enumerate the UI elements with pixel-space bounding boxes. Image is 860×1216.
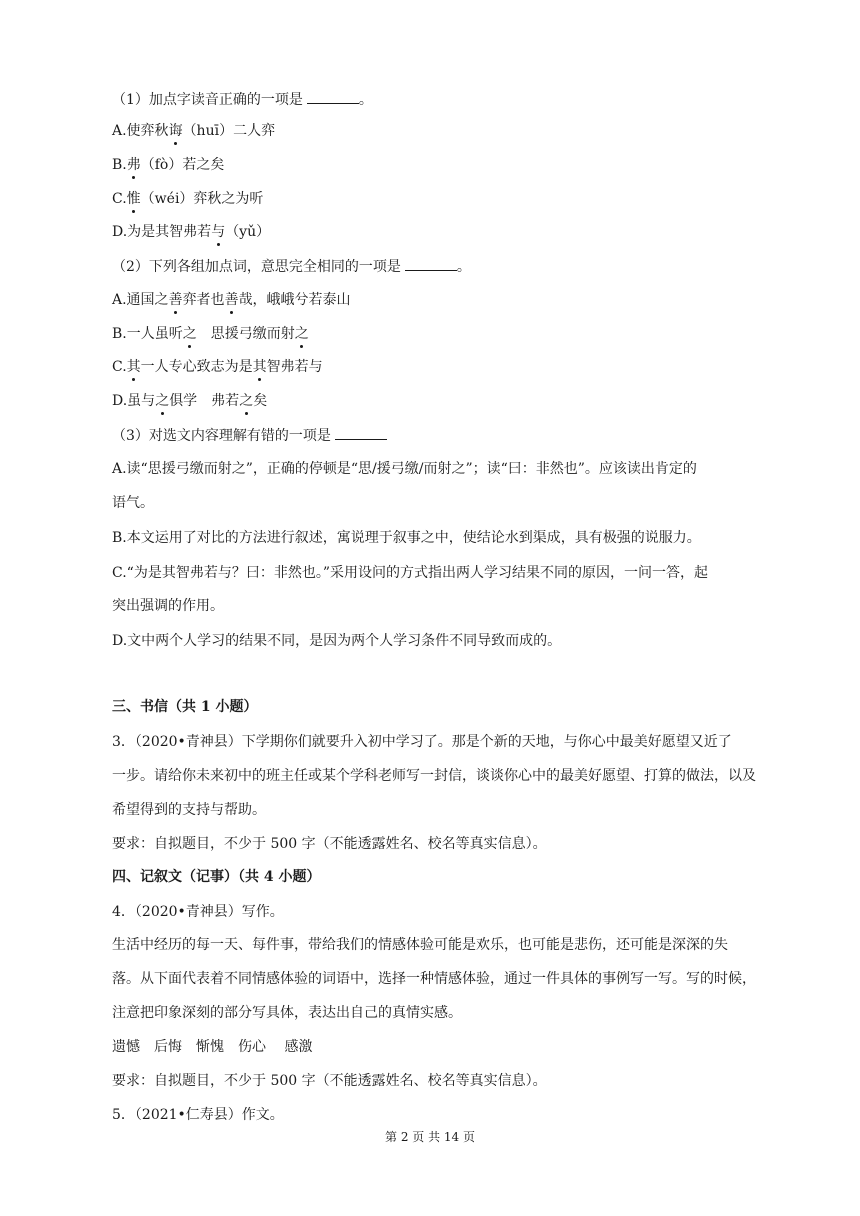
- section-heading-narrative: 四、记叙文（记事）（共 4 小题）: [112, 869, 321, 885]
- q4-text-line3: 注意把印象深刻的部分写具体，表达出自己的真情实感。: [112, 1005, 462, 1021]
- dotted-char: 之: [182, 326, 197, 342]
- q3-text-line2: 一步。请给你未来初中的班主任或某个学科老师写一封信，谈谈你心中的最美好愿望、打算的做法，以及: [112, 768, 756, 784]
- answer-blank: [307, 91, 359, 104]
- q2-sub3-option-b: B.本文运用了对比的方法进行叙述，寓说理于叙事之中，使结论水到渠成，具有极强的说服力。: [112, 530, 701, 546]
- q2-sub1-option-a: A.使弈秋诲（huī）二人弈: [112, 123, 276, 139]
- q2-sub1-stem: （1）加点字读音正确的一项是 。: [112, 92, 373, 108]
- q2-sub2-stem: （2）下列各组加点词，意思完全相同的一项是 。: [112, 259, 471, 275]
- q2-sub3-stem: （3）对选文内容理解有错的一项是: [112, 427, 387, 445]
- q2-sub2-option-c: C.其一人专心致志为是其智弗若与: [112, 359, 323, 375]
- section-heading-letter: 三、书信（共 1 小题）: [112, 699, 258, 715]
- q3-text-line1: 3．（2020•青神县）下学期你们就要升入初中学习了。那是个新的天地，与你心中最美好愿望又近了: [112, 734, 732, 750]
- q3-requirement: 要求：自拟题目，不少于 500 字（不能透露姓名、校名等真实信息）。: [112, 836, 547, 852]
- q2-sub3-option-c-cont: 突出强调的作用。: [112, 598, 224, 614]
- q2-sub3-option-d: D.文中两个人学习的结果不同，是因为两个人学习条件不同导致而成的。: [112, 633, 562, 649]
- q4-emotion-words: 遗憾 后悔 惭愧 伤心 感激: [112, 1039, 313, 1055]
- dotted-char: 善: [168, 292, 183, 308]
- dotted-char: 其: [252, 359, 267, 375]
- q5-stem: 5．（2021•仁寿县）作文。: [112, 1107, 284, 1123]
- q2-sub2-option-b: B.一人虽听之 思援弓缴而射之: [112, 326, 309, 342]
- q2-sub2-option-a: A.通国之善弈者也善哉，峨峨兮若泰山: [112, 292, 351, 308]
- dotted-char: 诲: [168, 123, 183, 139]
- answer-blank: [405, 258, 457, 271]
- q4-text-line2: 落。从下面代表着不同情感体验的词语中，选择一种情感体验，通过一件具体的事例写一写。写的时候，: [112, 971, 756, 987]
- dotted-char: 惟: [126, 191, 141, 207]
- q2-sub1-option-d: D.为是其智弗若与（yǔ）: [112, 224, 271, 240]
- q2-sub1-option-b: B.弗（fò）若之矣: [112, 157, 225, 173]
- q3-text-line3: 希望得到的支持与帮助。: [112, 802, 266, 818]
- q4-requirement: 要求：自拟题目，不少于 500 字（不能透露姓名、校名等真实信息）。: [112, 1073, 547, 1089]
- q4-text-line1: 生活中经历的每一天、每件事，带给我们的情感体验可能是欢乐，也可能是悲伤，还可能是深深的失: [112, 937, 728, 953]
- dotted-char: 与: [211, 224, 226, 240]
- q2-sub3-option-c: C.“为是其智弗若与？曰：非然也。”采用设问的方式指出两人学习结果不同的原因，一问一答，起: [112, 565, 708, 581]
- dotted-char: 善: [224, 292, 239, 308]
- dotted-char: 之: [155, 393, 170, 409]
- q4-stem: 4．（2020•青神县）写作。: [112, 904, 284, 920]
- dotted-char: 之: [239, 393, 254, 409]
- q2-sub3-option-a: A.读“思援弓缴而射之”，正确的停顿是“思/援弓缴/而射之”；读“曰：非然也”。应该读出肯定的: [112, 461, 697, 477]
- q2-sub3-option-a-cont: 语气。: [112, 495, 154, 511]
- dotted-char: 其: [126, 359, 141, 375]
- answer-blank: [335, 427, 387, 440]
- dotted-char: 弗: [126, 157, 141, 173]
- q2-sub2-option-d: D.虽与之俱学 弗若之矣: [112, 393, 268, 409]
- dotted-char: 之: [294, 326, 309, 342]
- q2-sub1-option-c: C.惟（wéi）弈秋之为听: [112, 191, 264, 207]
- page-number-footer: 第 2 页 共 14 页: [385, 1130, 475, 1144]
